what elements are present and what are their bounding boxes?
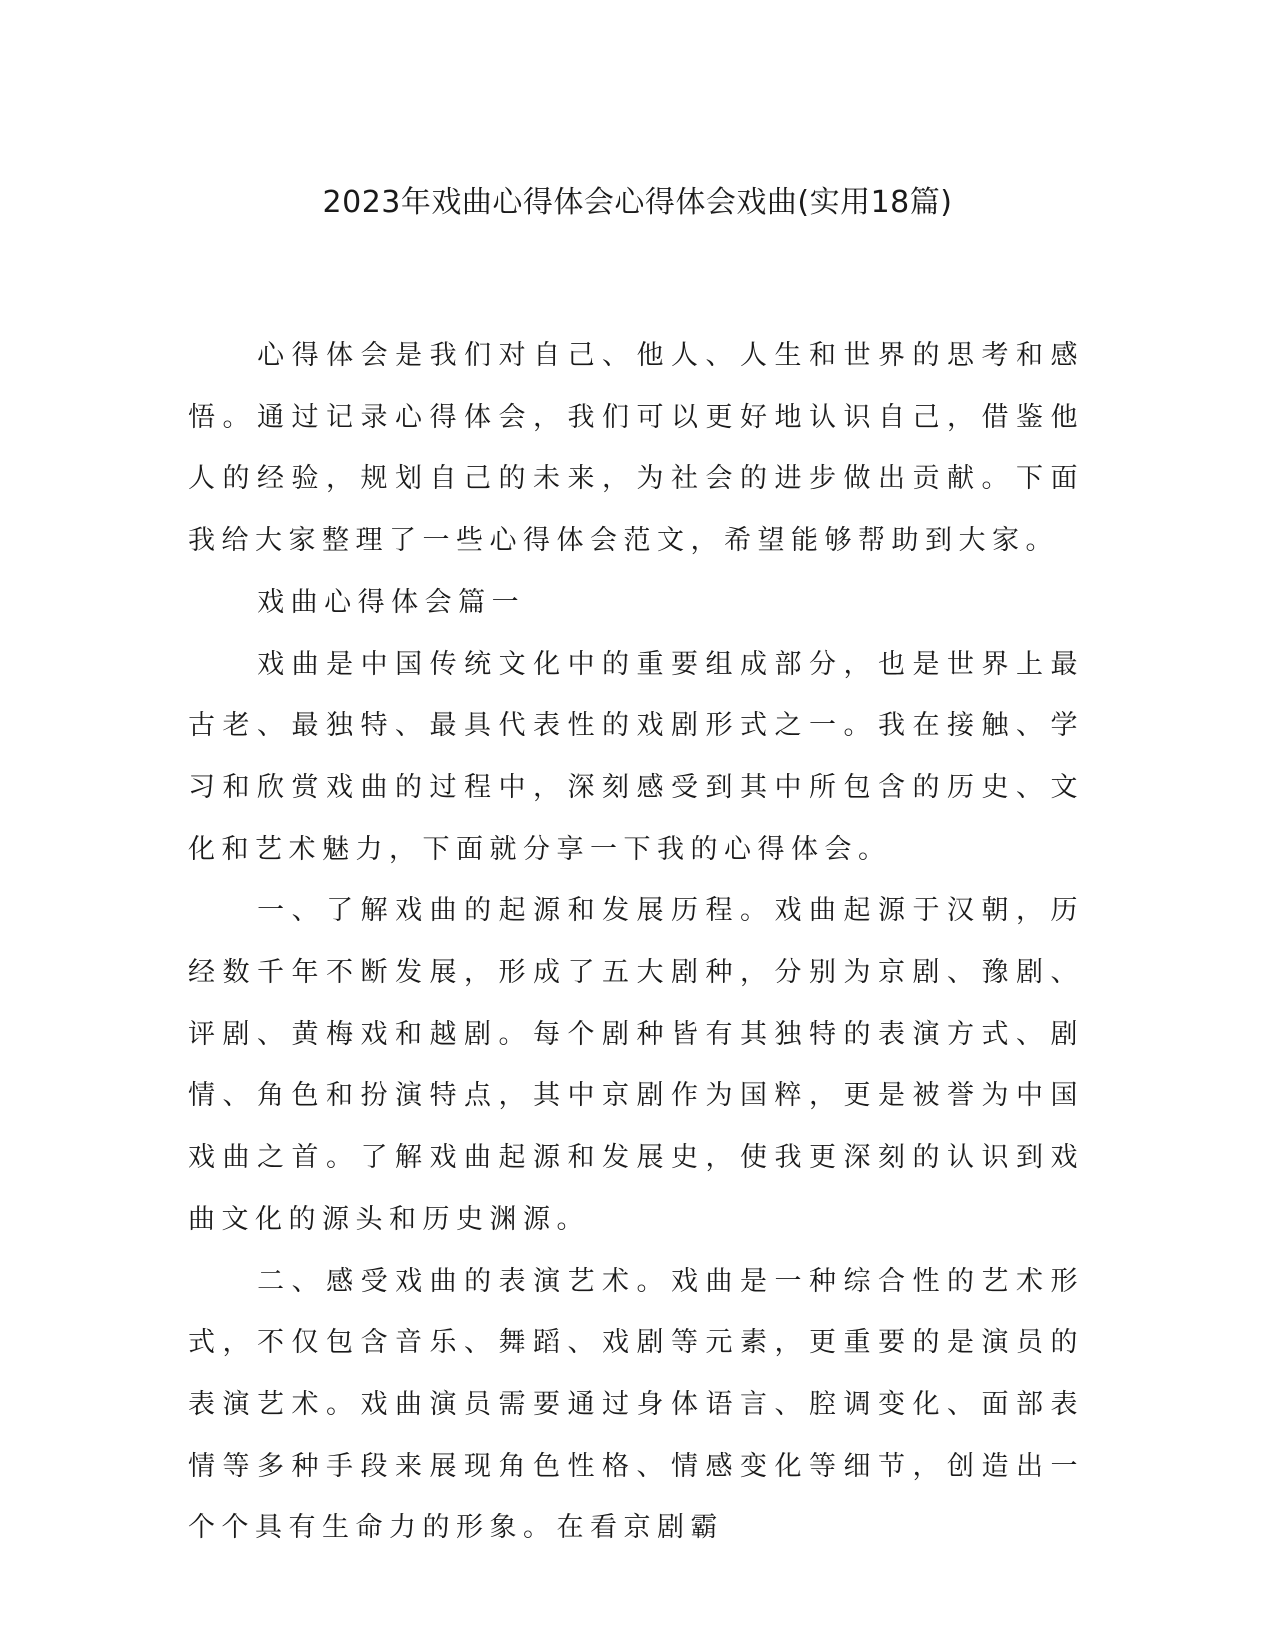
body-paragraph: 一、了解戏曲的起源和发展历程。戏曲起源于汉朝，历经数千年不断发展，形成了五大剧种，分别为京剧、豫剧、评剧、黄梅戏和越剧。每个剧种皆有其独特的表演方式、剧情、角色和扮演特点，其中京剧作为国粹，更是被誉为中国戏曲之首。了解戏曲起源和发展史，使我更深刻的认识到戏曲文化的源头和历史渊源。 — [188, 895, 1084, 1235]
intro-paragraph: 心得体会是我们对自己、他人、人生和世界的思考和感悟。通过记录心得体会，我们可以更好地认识自己，借鉴他人的经验，规划自己的未来，为社会的进步做出贡献。下面我给大家整理了一些心得体会范文，希望能够帮助到大家。 — [188, 340, 1084, 557]
document-title: 2023年戏曲心得体会心得体会戏曲(实用18篇) — [322, 185, 953, 220]
section-heading: 戏曲心得体会篇一 — [257, 586, 526, 618]
document-body — [188, 325, 1084, 1559]
body-paragraph: 二、感受戏曲的表演艺术。戏曲是一种综合性的艺术形式，不仅包含音乐、舞蹈、戏剧等元素，更重要的是演员的表演艺术。戏曲演员需要通过身体语言、腔调变化、面部表情等多种手段来展现角色性格、情感变化等细节，创造出一个个具有生命力的形象。在看京剧霸 — [188, 1265, 1084, 1544]
body-paragraph: 戏曲是中国传统文化中的重要组成部分，也是世界上最古老、最独特、最具代表性的戏剧形式之一。我在接触、学习和欣赏戏曲的过程中，深刻感受到其中所包含的历史、文化和艺术魅力，下面就分享一下我的心得体会。 — [188, 648, 1084, 865]
